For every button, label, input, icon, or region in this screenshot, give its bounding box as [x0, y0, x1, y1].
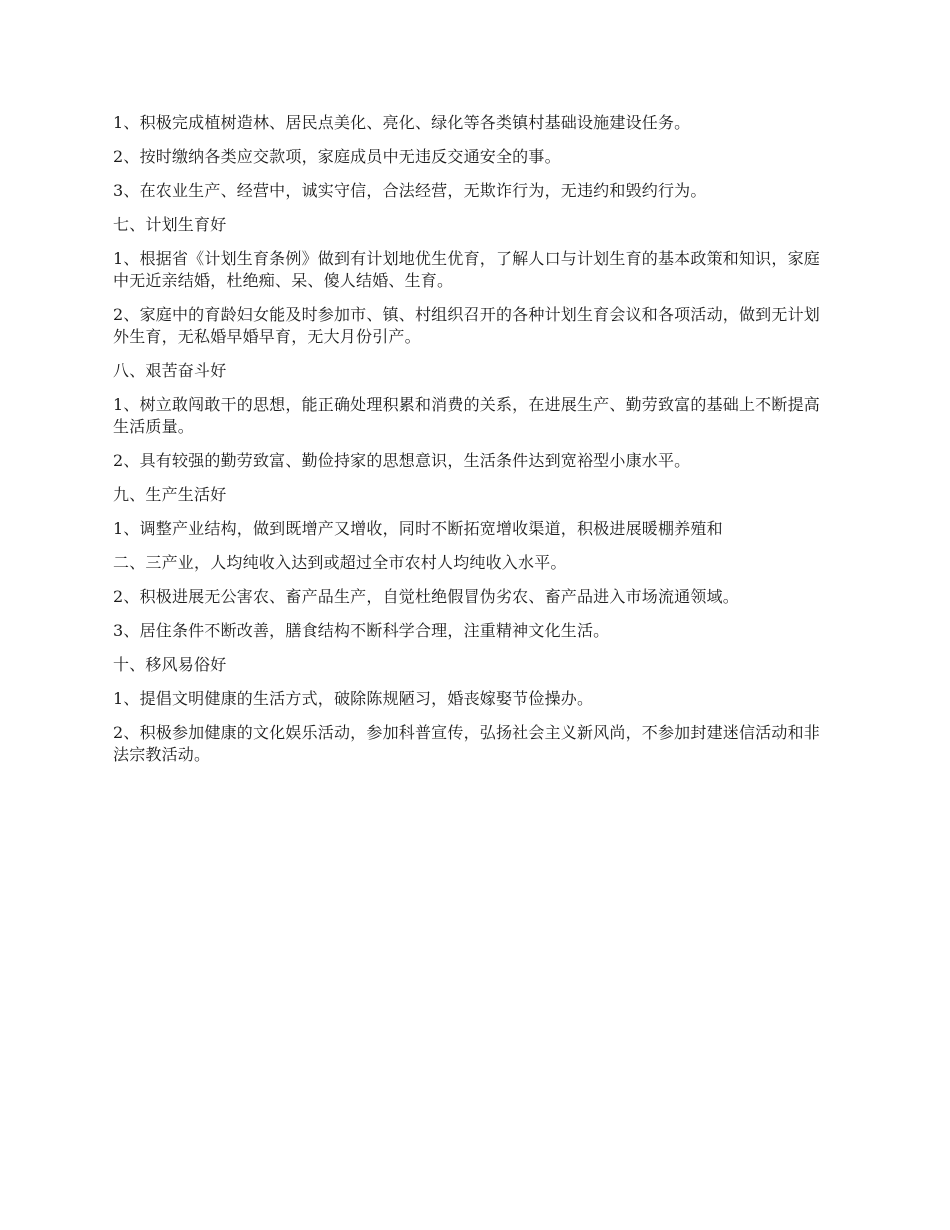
list-item: 二、三产业，人均纯收入达到或超过全市农村人均纯收入水平。: [113, 553, 567, 572]
section-heading: 九、生产生活好: [113, 485, 227, 504]
list-item: 1、根据省《计划生育条例》做到有计划地优生优育，了解人口与计划生育的基本政策和知识，家庭中无近亲结婚，杜绝痴、呆、傻人结婚、生育。: [113, 249, 820, 290]
section-heading: 七、计划生育好: [113, 215, 227, 234]
list-item: 3、居住条件不断改善，膳食结构不断科学合理，注重精神文化生活。: [113, 621, 610, 640]
list-item: 2、按时缴纳各类应交款项，家庭成员中无违反交通安全的事。: [113, 147, 561, 166]
list-item: 2、积极参加健康的文化娱乐活动，参加科普宣传，弘扬社会主义新风尚，不参加封建迷信活动和非法宗教活动。: [113, 723, 820, 764]
list-item: 2、积极进展无公害农、畜产品生产，自觉杜绝假冒伪劣农、畜产品进入市场流通领域。: [113, 587, 739, 606]
list-item: 1、提倡文明健康的生活方式，破除陈规陋习，婚丧嫁娶节俭操办。: [113, 689, 594, 708]
list-item: 3、在农业生产、经营中，诚实守信，合法经营，无欺诈行为，无违约和毁约行为。: [113, 181, 707, 200]
list-item: 1、积极完成植树造林、居民点美化、亮化、绿化等各类镇村基础设施建设任务。: [113, 113, 691, 132]
section-heading: 八、艰苦奋斗好: [113, 361, 227, 380]
list-item: 1、树立敢闯敢干的思想，能正确处理积累和消费的关系，在进展生产、勤劳致富的基础上不断提高生活质量。: [113, 395, 820, 436]
list-item: 1、调整产业结构，做到既增产又增收，同时不断拓宽增收渠道，积极进展暖棚养殖和: [113, 519, 723, 538]
section-heading: 十、移风易俗好: [113, 655, 227, 674]
list-item: 2、具有较强的勤劳致富、勤俭持家的思想意识，生活条件达到宽裕型小康水平。: [113, 451, 691, 470]
document-page: [113, 112, 835, 778]
list-item: 2、家庭中的育龄妇女能及时参加市、镇、村组织召开的各种计划生育会议和各项活动，做到无计划外生育，无私婚早婚早育，无大月份引产。: [113, 305, 820, 346]
